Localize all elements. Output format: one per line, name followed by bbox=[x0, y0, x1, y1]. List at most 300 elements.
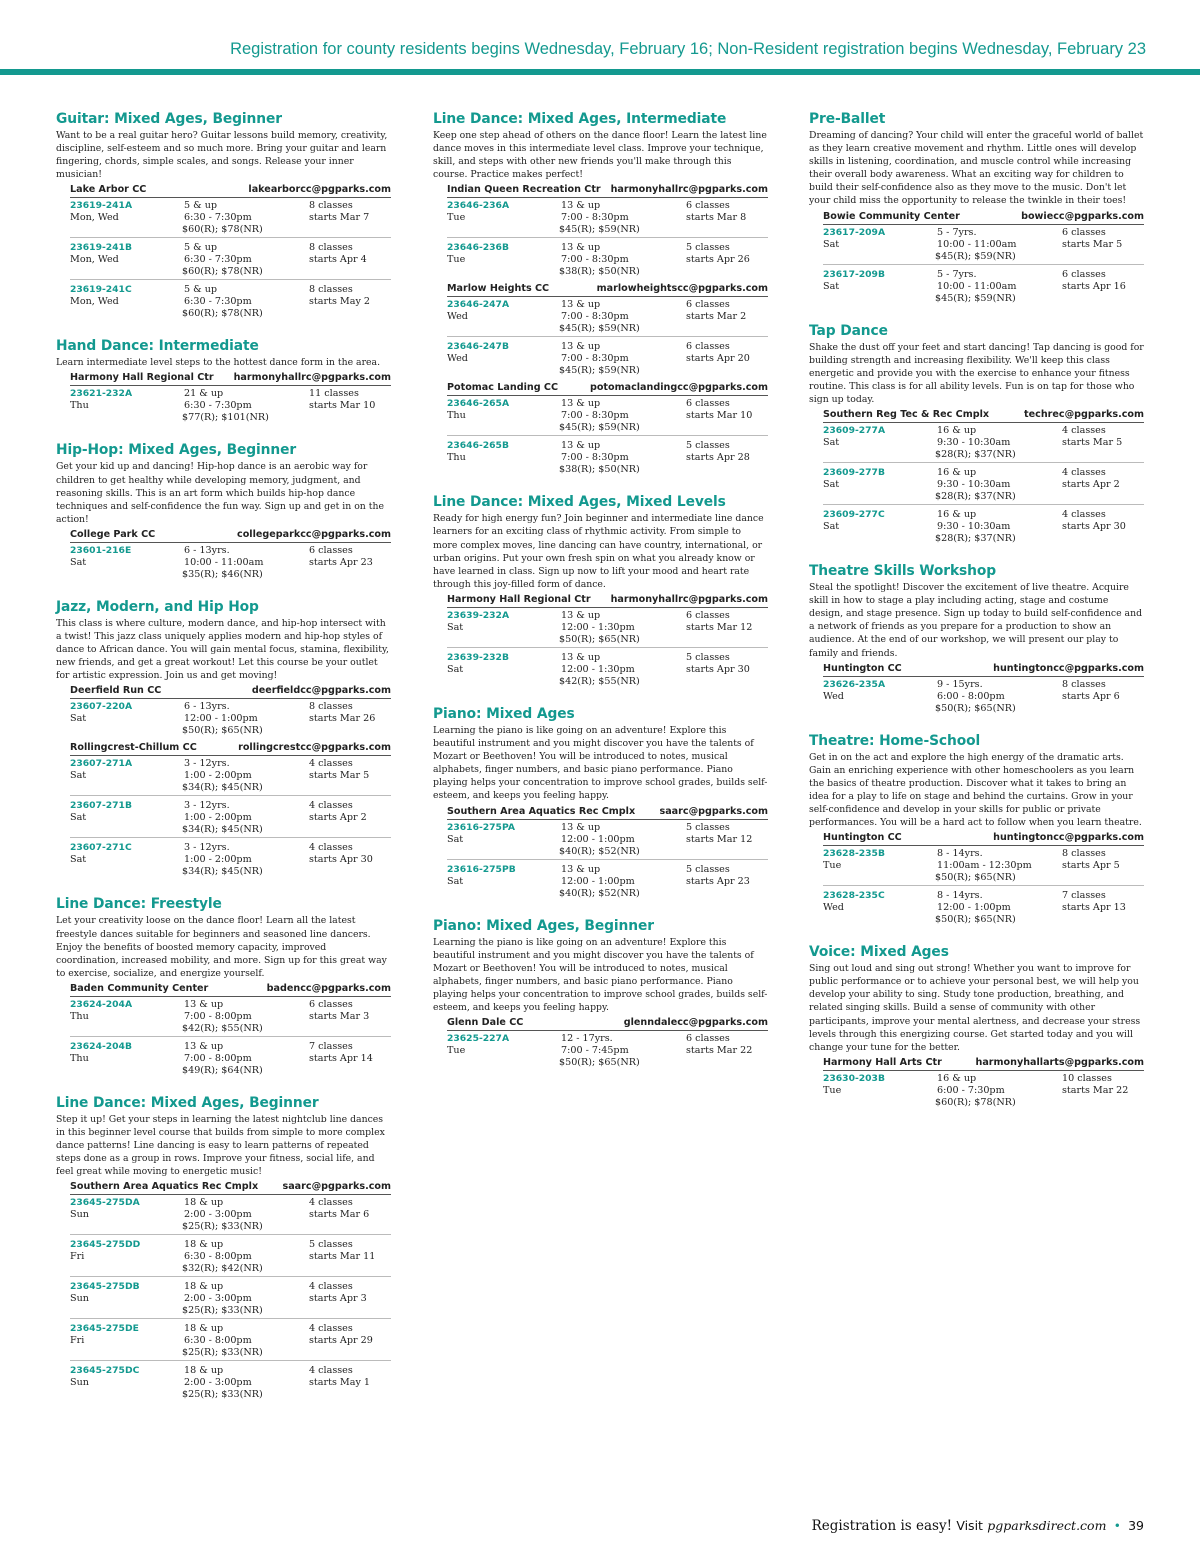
class-row bbox=[70, 998, 391, 1037]
class-count: 7 classes bbox=[1062, 890, 1106, 902]
course-section bbox=[433, 111, 768, 477]
class-row bbox=[70, 757, 391, 796]
class-ages: 16 & up bbox=[937, 509, 977, 521]
class-time: 9:30 - 10:30am bbox=[937, 521, 1011, 533]
location-header bbox=[823, 1056, 1144, 1071]
class-count: 4 classes bbox=[1062, 425, 1106, 437]
class-days: Sat bbox=[823, 280, 840, 292]
class-count: 8 classes bbox=[309, 200, 353, 212]
course-section bbox=[809, 944, 1144, 1110]
class-row bbox=[70, 841, 391, 879]
class-code-link[interactable]: 23646-236A bbox=[447, 200, 510, 212]
class-start: starts Apr 29 bbox=[309, 1335, 373, 1347]
class-count: 4 classes bbox=[309, 1365, 353, 1377]
location-block bbox=[70, 982, 391, 1078]
class-days: Sat bbox=[823, 479, 840, 491]
class-start: starts May 1 bbox=[309, 1377, 371, 1389]
location-email-link[interactable]: deerfieldcc@pgparks.com bbox=[251, 685, 391, 697]
class-count: 11 classes bbox=[309, 388, 359, 400]
class-start: starts Mar 2 bbox=[686, 311, 747, 323]
class-fee: $50(R); $65(NR) bbox=[935, 702, 1016, 714]
location-header bbox=[70, 684, 391, 699]
location-header bbox=[823, 662, 1144, 677]
course-title: Piano: Mixed Ages bbox=[433, 705, 575, 722]
class-fee: $34(R); $45(NR) bbox=[182, 782, 263, 794]
class-code-link[interactable]: 23646-265B bbox=[447, 440, 509, 452]
location-email-link[interactable]: rollingcrestcc@pgparks.com bbox=[238, 742, 391, 754]
column-right bbox=[809, 111, 1144, 1127]
class-count: 4 classes bbox=[1062, 509, 1106, 521]
class-ages: 13 & up bbox=[561, 821, 601, 833]
location-header bbox=[447, 805, 768, 820]
class-time: 7:00 - 8:00pm bbox=[184, 1052, 252, 1064]
class-start: starts Apr 13 bbox=[1062, 902, 1126, 914]
class-ages: 3 - 12yrs. bbox=[184, 758, 230, 770]
class-count: 6 classes bbox=[686, 398, 730, 410]
class-fee: $49(R); $64(NR) bbox=[182, 1064, 263, 1076]
class-days: Sat bbox=[70, 556, 87, 568]
class-code-link[interactable]: 23645-275DA bbox=[70, 1197, 140, 1209]
class-start: starts Mar 22 bbox=[686, 1045, 753, 1057]
course-description: Learning the piano is like going on an adventure! Explore this beautiful instrument and you might discover you have the talents of Mozart or Beethoven! You will be introduced to notes, musical alphabets, finger numbers, and basic piano performance. Piano playing helps your concentration to improve school grades, builds self-esteem, and keeps you feeling happy. bbox=[433, 936, 768, 1013]
location-email-link[interactable]: glenndalecc@pgparks.com bbox=[623, 1017, 768, 1029]
course-title: Line Dance: Freestyle bbox=[56, 896, 222, 913]
class-code-link[interactable]: 23619-241A bbox=[70, 200, 133, 212]
location-name: Southern Reg Tec & Rec Cmplx bbox=[823, 409, 990, 421]
class-ages: 18 & up bbox=[184, 1323, 224, 1335]
class-row bbox=[823, 508, 1144, 546]
location-block bbox=[70, 684, 391, 738]
class-count: 8 classes bbox=[309, 284, 353, 296]
location-email-link[interactable]: huntingtoncc@pgparks.com bbox=[993, 662, 1144, 674]
course-section bbox=[56, 442, 391, 581]
location-email-link[interactable]: marlowheightscc@pgparks.com bbox=[596, 283, 768, 295]
class-time: 6:00 - 8:00pm bbox=[937, 690, 1005, 702]
class-count: 5 classes bbox=[686, 863, 730, 875]
class-start: starts Mar 10 bbox=[686, 410, 753, 422]
class-fee: $45(R); $59(NR) bbox=[559, 365, 640, 377]
class-code-link[interactable]: 23621-232A bbox=[70, 388, 133, 400]
class-fee: $32(R); $42(NR) bbox=[182, 1263, 263, 1275]
class-fee: $50(R); $65(NR) bbox=[182, 725, 263, 737]
class-fee: $42(R); $55(NR) bbox=[182, 1022, 263, 1034]
class-days: Tue bbox=[447, 1045, 466, 1057]
class-code-link[interactable]: 23616-275PA bbox=[447, 821, 515, 833]
class-ages: 18 & up bbox=[184, 1239, 224, 1251]
class-row bbox=[70, 241, 391, 280]
location-header bbox=[70, 528, 391, 543]
class-time: 6:00 - 7:30pm bbox=[937, 1084, 1005, 1096]
class-days: Thu bbox=[447, 452, 466, 464]
location-email-link[interactable]: harmonyhallrc@pgparks.com bbox=[610, 184, 768, 196]
class-fee: $50(R); $65(NR) bbox=[935, 914, 1016, 926]
class-days: Sat bbox=[70, 854, 87, 866]
class-time: 1:00 - 2:00pm bbox=[184, 812, 252, 824]
class-count: 6 classes bbox=[686, 299, 730, 311]
class-start: starts Mar 26 bbox=[309, 713, 376, 725]
class-count: 7 classes bbox=[309, 1040, 353, 1052]
class-ages: 5 - 7yrs. bbox=[937, 226, 977, 238]
course-title: Tap Dance bbox=[809, 322, 888, 339]
class-days: Tue bbox=[447, 254, 466, 266]
class-time: 7:00 - 8:30pm bbox=[561, 254, 629, 266]
class-code-link[interactable]: 23645-275DC bbox=[70, 1365, 140, 1377]
class-start: starts Mar 8 bbox=[686, 212, 747, 224]
course-description: Want to be a real guitar hero? Guitar lessons build memory, creativity, discipline, self-esteem and so much more. Bring your guitar and learn fingering, chords, simple scales, and songs. Release your inner musician! bbox=[56, 130, 388, 181]
class-row bbox=[447, 340, 768, 378]
class-code-link[interactable]: 23645-275DE bbox=[70, 1323, 139, 1335]
class-row bbox=[823, 466, 1144, 505]
class-fee: $25(R); $33(NR) bbox=[182, 1389, 263, 1401]
class-days: Wed bbox=[447, 353, 468, 365]
location-name: Harmony Hall Arts Ctr bbox=[823, 1056, 942, 1068]
course-title: Piano: Mixed Ages, Beginner bbox=[433, 917, 654, 934]
class-row bbox=[70, 387, 391, 425]
class-code-link[interactable]: 23639-232A bbox=[447, 609, 510, 621]
class-fee: $25(R); $33(NR) bbox=[182, 1347, 263, 1359]
course-title: Theatre Skills Workshop bbox=[809, 563, 997, 580]
course-section bbox=[433, 494, 768, 689]
class-row bbox=[70, 1280, 391, 1319]
class-days: Wed bbox=[823, 902, 844, 914]
class-ages: 18 & up bbox=[184, 1281, 224, 1293]
course-title: Hand Dance: Intermediate bbox=[56, 338, 259, 355]
class-fee: $45(R); $59(NR) bbox=[935, 250, 1016, 262]
class-row bbox=[70, 1364, 391, 1402]
class-row bbox=[70, 544, 391, 582]
class-row bbox=[447, 439, 768, 477]
class-row bbox=[70, 1322, 391, 1361]
class-code-link[interactable]: 23646-236B bbox=[447, 242, 509, 254]
class-code-link[interactable]: 23628-235C bbox=[823, 890, 885, 902]
class-code-link[interactable]: 23639-232B bbox=[447, 651, 509, 663]
class-code-link[interactable]: 23609-277B bbox=[823, 467, 885, 479]
course-description: Step it up! Get your steps in learning the latest nightclub line dances in this beginner level course that builds from simple to more complex dance patterns! Line dancing is easy to learn patterns of repeated steps done as a group in rows. Improve your fitness, social life, and feel great while moving to energetic music! bbox=[56, 1113, 385, 1178]
page-header bbox=[0, 0, 1200, 76]
class-fee: $60(R); $78(NR) bbox=[182, 308, 263, 320]
course-title: Theatre: Home-School bbox=[809, 732, 981, 749]
class-row bbox=[447, 298, 768, 337]
course-description: Ready for high energy fun? Join beginner and intermediate line dance learners for an exciting class of rhythmic activity. From simple to more complex moves, line dancing can have country, international, or urban origins. Put your own fresh spin on what you already know or have learned in class. Sign up now to lift your mood and heart rate through this joy-filled form of dance. bbox=[433, 513, 764, 590]
class-ages: 3 - 12yrs. bbox=[184, 800, 230, 812]
class-ages: 13 & up bbox=[561, 299, 601, 311]
class-row bbox=[70, 799, 391, 838]
class-time: 12:00 - 1:00pm bbox=[937, 902, 1011, 914]
location-name: Indian Queen Recreation Ctr bbox=[447, 184, 601, 196]
class-ages: 8 - 14yrs. bbox=[937, 890, 983, 902]
class-code-link[interactable]: 23607-220A bbox=[70, 701, 133, 713]
location-block bbox=[823, 831, 1144, 927]
class-ages: 12 - 17yrs. bbox=[561, 1033, 613, 1045]
class-count: 4 classes bbox=[309, 758, 353, 770]
class-start: starts Mar 12 bbox=[686, 833, 753, 845]
class-ages: 6 - 13yrs. bbox=[184, 544, 230, 556]
class-ages: 13 & up bbox=[561, 200, 601, 212]
class-code-link[interactable]: 23646-247B bbox=[447, 341, 509, 353]
class-time: 7:00 - 8:30pm bbox=[561, 353, 629, 365]
class-days: Sat bbox=[447, 663, 464, 675]
course-section bbox=[809, 563, 1144, 716]
class-code-link[interactable]: 23645-275DB bbox=[70, 1281, 140, 1293]
class-ages: 13 & up bbox=[561, 398, 601, 410]
class-start: starts Mar 12 bbox=[686, 621, 753, 633]
class-ages: 3 - 12yrs. bbox=[184, 842, 230, 854]
class-ages: 16 & up bbox=[937, 425, 977, 437]
class-fee: $38(R); $50(NR) bbox=[559, 266, 640, 278]
class-count: 8 classes bbox=[309, 242, 353, 254]
class-code-link[interactable]: 23607-271C bbox=[70, 842, 132, 854]
location-email-link[interactable]: huntingtoncc@pgparks.com bbox=[993, 832, 1144, 844]
location-block bbox=[447, 183, 768, 279]
class-days: Sat bbox=[447, 875, 464, 887]
course-description: Sing out loud and sing out strong! Whether you want to improve for public performance or to achieve your personal best, we will help you develop your ability to sing. Study tone production, breathing, and related singing skills. Build a sense of community with other participants, improve your mental alertness, and decrease your stress levels through this energizing course. Get started today and you will change your tune for the better. bbox=[809, 963, 1141, 1053]
location-block bbox=[447, 381, 768, 477]
course-description: Steal the spotlight! Discover the excitement of live theatre. Acquire skill in how to stage a play including acting, stage and costume design, and stage presence. Sign up today to build self-confidence and a network of friends as you prepare for a production to show an audience. At the end of our workshop, we will present our play to family and friends. bbox=[809, 582, 1143, 659]
class-time: 7:00 - 8:30pm bbox=[561, 311, 629, 323]
class-days: Wed bbox=[447, 311, 468, 323]
location-block bbox=[70, 741, 391, 879]
class-ages: 5 & up bbox=[184, 200, 218, 212]
class-code-link[interactable]: 23645-275DD bbox=[70, 1239, 141, 1251]
class-fee: $50(R); $65(NR) bbox=[935, 872, 1016, 884]
class-start: starts Apr 30 bbox=[686, 663, 750, 675]
page-footer bbox=[812, 1518, 1144, 1534]
location-name: Harmony Hall Regional Ctr bbox=[447, 593, 591, 605]
class-ages: 6 - 13yrs. bbox=[184, 701, 230, 713]
location-email-link[interactable]: lakearborcc@pgparks.com bbox=[248, 184, 391, 196]
class-count: 4 classes bbox=[1062, 467, 1106, 479]
class-days: Thu bbox=[70, 400, 89, 412]
class-code-link[interactable]: 23617-209A bbox=[823, 226, 886, 238]
class-row bbox=[823, 847, 1144, 886]
class-time: 7:00 - 7:45pm bbox=[561, 1045, 629, 1057]
class-code-link[interactable]: 23624-204B bbox=[70, 1040, 132, 1052]
class-code-link[interactable]: 23609-277C bbox=[823, 509, 885, 521]
class-time: 9:30 - 10:30am bbox=[937, 437, 1011, 449]
location-name: Huntington CC bbox=[823, 662, 902, 674]
class-start: starts Apr 30 bbox=[1062, 521, 1126, 533]
class-fee: $45(R); $59(NR) bbox=[935, 292, 1016, 304]
class-row bbox=[70, 1196, 391, 1235]
class-fee: $45(R); $59(NR) bbox=[559, 224, 640, 236]
class-time: 2:00 - 3:00pm bbox=[184, 1377, 252, 1389]
class-count: 6 classes bbox=[686, 609, 730, 621]
class-ages: 9 - 15yrs. bbox=[937, 678, 983, 690]
class-ages: 18 & up bbox=[184, 1197, 224, 1209]
class-count: 4 classes bbox=[309, 800, 353, 812]
class-fee: $28(R); $37(NR) bbox=[935, 533, 1016, 545]
class-time: 7:00 - 8:30pm bbox=[561, 452, 629, 464]
registration-note: Registration for county residents begins Wednesday, February 16; Non-Resident registration begins Wednesday, February 23 bbox=[230, 40, 1146, 58]
class-code-link[interactable]: 23601-216E bbox=[70, 544, 132, 556]
class-code-link[interactable]: 23628-235B bbox=[823, 848, 885, 860]
class-days: Sun bbox=[70, 1209, 89, 1221]
class-days: Fri bbox=[70, 1251, 85, 1263]
class-time: 12:00 - 1:30pm bbox=[561, 663, 635, 675]
class-time: 6:30 - 7:30pm bbox=[184, 296, 252, 308]
class-code-link[interactable]: 23617-209B bbox=[823, 268, 885, 280]
class-time: 10:00 - 11:00am bbox=[937, 280, 1017, 292]
class-days: Sat bbox=[70, 713, 87, 725]
class-row bbox=[823, 1072, 1144, 1110]
location-header bbox=[447, 282, 768, 297]
class-days: Tue bbox=[823, 1084, 842, 1096]
class-count: 8 classes bbox=[1062, 678, 1106, 690]
location-email-link[interactable]: harmonyhallrc@pgparks.com bbox=[233, 372, 391, 384]
location-block bbox=[70, 371, 391, 425]
location-block bbox=[447, 282, 768, 378]
class-fee: $50(R); $65(NR) bbox=[559, 633, 640, 645]
location-email-link[interactable]: saarc@pgparks.com bbox=[659, 805, 768, 817]
class-row bbox=[447, 199, 768, 238]
class-ages: 13 & up bbox=[561, 440, 601, 452]
class-time: 2:00 - 3:00pm bbox=[184, 1209, 252, 1221]
class-code-link[interactable]: 23619-241B bbox=[70, 242, 132, 254]
class-ages: 16 & up bbox=[937, 1072, 977, 1084]
location-header bbox=[823, 210, 1144, 225]
class-ages: 13 & up bbox=[561, 341, 601, 353]
class-code-link[interactable]: 23607-271B bbox=[70, 800, 132, 812]
course-description: Get your kid up and dancing! Hip-hop dance is an aerobic way for children to get healthy while developing memory, judgment, and reasoning skills. This is an art form which builds hip-hop dance techniques and self-confidence the fun way. Sign up and get in on the action! bbox=[56, 461, 384, 525]
location-email-link[interactable]: potomaclandingcc@pgparks.com bbox=[589, 382, 768, 394]
class-time: 6:30 - 7:30pm bbox=[184, 212, 252, 224]
location-block bbox=[70, 1180, 391, 1402]
class-time: 11:00am - 12:30pm bbox=[937, 860, 1032, 872]
class-code-link[interactable]: 23607-271A bbox=[70, 758, 133, 770]
class-row bbox=[447, 397, 768, 436]
location-email-link[interactable]: badencc@pgparks.com bbox=[266, 982, 391, 994]
course-section bbox=[56, 896, 391, 1077]
footer-url-link[interactable]: pgparksdirect.com bbox=[987, 1518, 1107, 1533]
class-code-link[interactable]: 23625-227A bbox=[447, 1033, 510, 1045]
class-ages: 13 & up bbox=[561, 242, 601, 254]
course-section bbox=[809, 111, 1144, 306]
class-start: starts Apr 28 bbox=[686, 452, 750, 464]
footer-bullet: • bbox=[1113, 1519, 1121, 1533]
class-count: 5 classes bbox=[686, 821, 730, 833]
location-header bbox=[70, 982, 391, 997]
class-start: starts Mar 7 bbox=[309, 212, 370, 224]
course-section bbox=[809, 323, 1144, 546]
class-count: 5 classes bbox=[686, 440, 730, 452]
course-description: Keep one step ahead of others on the dance floor! Learn the latest line dance moves in this intermediate level class. Improve your technique, skill, and steps with other new friends you'll make through this course. Practice makes perfect! bbox=[433, 130, 767, 181]
class-count: 5 classes bbox=[686, 242, 730, 254]
class-days: Sat bbox=[70, 812, 87, 824]
location-header bbox=[447, 183, 768, 198]
class-row bbox=[70, 700, 391, 738]
location-block bbox=[447, 805, 768, 901]
class-ages: 5 & up bbox=[184, 242, 218, 254]
class-start: starts Apr 14 bbox=[309, 1052, 373, 1064]
location-block bbox=[70, 528, 391, 582]
class-start: starts Apr 23 bbox=[309, 556, 373, 568]
location-block bbox=[823, 210, 1144, 306]
course-title: Pre-Ballet bbox=[809, 111, 886, 127]
location-name: Potomac Landing CC bbox=[447, 382, 558, 394]
header-rule bbox=[0, 69, 1200, 75]
class-days: Sat bbox=[823, 238, 840, 250]
class-ages: 5 & up bbox=[184, 284, 218, 296]
class-ages: 13 & up bbox=[184, 1040, 224, 1052]
class-start: starts Mar 10 bbox=[309, 400, 376, 412]
class-start: starts Mar 5 bbox=[1062, 437, 1123, 449]
class-days: Sat bbox=[447, 833, 464, 845]
class-code-link[interactable]: 23646-265A bbox=[447, 398, 510, 410]
class-time: 10:00 - 11:00am bbox=[937, 238, 1017, 250]
class-days: Tue bbox=[447, 212, 466, 224]
class-start: starts Mar 6 bbox=[309, 1209, 370, 1221]
class-time: 12:00 - 1:00pm bbox=[561, 875, 635, 887]
class-code-link[interactable]: 23619-241C bbox=[70, 284, 132, 296]
class-row bbox=[70, 1238, 391, 1277]
class-fee: $50(R); $65(NR) bbox=[559, 1057, 640, 1069]
location-block bbox=[70, 183, 391, 321]
location-header bbox=[70, 1180, 391, 1195]
class-days: Tue bbox=[823, 860, 842, 872]
class-code-link[interactable]: 23609-277A bbox=[823, 425, 886, 437]
location-email-link[interactable]: harmonyhallarts@pgparks.com bbox=[975, 1056, 1144, 1068]
location-email-link[interactable]: collegeparkcc@pgparks.com bbox=[237, 528, 391, 540]
class-days: Sat bbox=[823, 437, 840, 449]
column-left bbox=[56, 111, 391, 1419]
class-days: Thu bbox=[70, 1010, 89, 1022]
class-row bbox=[447, 241, 768, 279]
class-fee: $60(R); $78(NR) bbox=[935, 1096, 1016, 1108]
class-row bbox=[823, 889, 1144, 927]
class-count: 5 classes bbox=[686, 651, 730, 663]
location-email-link[interactable]: saarc@pgparks.com bbox=[282, 1181, 391, 1193]
location-email-link[interactable]: bowiecc@pgparks.com bbox=[1021, 210, 1144, 222]
class-code-link[interactable]: 23646-247A bbox=[447, 299, 510, 311]
course-description: Shake the dust off your feet and start dancing! Tap dancing is good for building strength and increasing flexibility. We'll keep this class energetic and provide you with the exercise to enhance your fitness routine. This class is for all ability levels. Fun is on tap for those who sign up today. bbox=[809, 341, 1144, 405]
class-ages: 21 & up bbox=[184, 388, 224, 400]
class-days: Sat bbox=[70, 770, 87, 782]
class-row bbox=[447, 821, 768, 860]
class-fee: $25(R); $33(NR) bbox=[182, 1305, 263, 1317]
class-days: Sun bbox=[70, 1293, 89, 1305]
class-days: Thu bbox=[447, 410, 466, 422]
location-name: Deerfield Run CC bbox=[70, 685, 162, 697]
class-row bbox=[823, 226, 1144, 265]
class-count: 6 classes bbox=[686, 1033, 730, 1045]
class-code-link[interactable]: 23626-235A bbox=[823, 678, 886, 690]
course-title: Line Dance: Mixed Ages, Intermediate bbox=[433, 111, 727, 127]
location-block bbox=[447, 1016, 768, 1070]
class-time: 12:00 - 1:00pm bbox=[184, 713, 258, 725]
class-fee: $40(R); $52(NR) bbox=[559, 845, 640, 857]
class-code-link[interactable]: 23616-275PB bbox=[447, 863, 516, 875]
location-name: Rollingcrest-Chillum CC bbox=[70, 742, 197, 754]
location-block bbox=[823, 662, 1144, 716]
class-code-link[interactable]: 23624-204A bbox=[70, 998, 133, 1010]
class-fee: $34(R); $45(NR) bbox=[182, 824, 263, 836]
class-ages: 13 & up bbox=[561, 651, 601, 663]
class-days: Mon, Wed bbox=[70, 296, 119, 308]
class-fee: $60(R); $78(NR) bbox=[182, 224, 263, 236]
class-code-link[interactable]: 23630-203B bbox=[823, 1072, 885, 1084]
location-email-link[interactable]: techrec@pgparks.com bbox=[1024, 409, 1144, 421]
class-time: 6:30 - 8:00pm bbox=[184, 1335, 252, 1347]
class-fee: $77(R); $101(NR) bbox=[182, 412, 269, 424]
class-row bbox=[447, 651, 768, 689]
class-days: Thu bbox=[70, 1052, 89, 1064]
location-header bbox=[447, 1016, 768, 1031]
location-email-link[interactable]: harmonyhallrc@pgparks.com bbox=[610, 593, 768, 605]
class-fee: $34(R); $45(NR) bbox=[182, 866, 263, 878]
location-name: Marlow Heights CC bbox=[447, 283, 550, 295]
class-time: 7:00 - 8:30pm bbox=[561, 410, 629, 422]
footer-lead: Registration is easy! bbox=[811, 1518, 953, 1534]
